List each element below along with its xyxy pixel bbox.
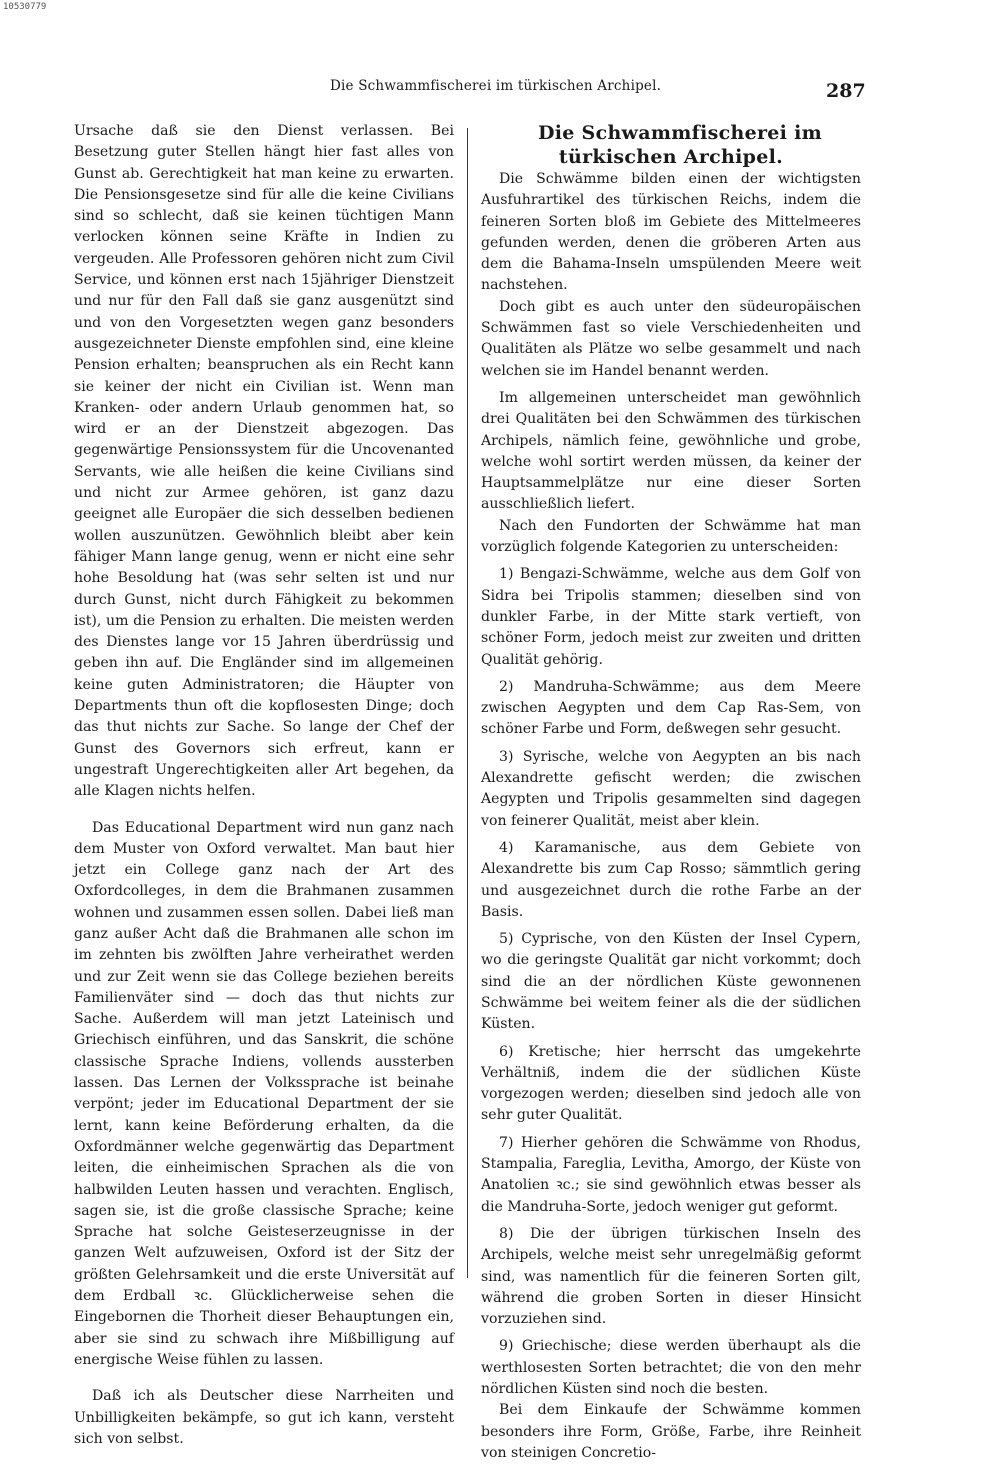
list-item: 5) Cyprische, von den Küsten der Insel Cypern, wo die geringste Qualität gar nicht vorkommt; doch sind die an der nördlichen Küste gewonnenen Schwämme bei weitem feiner als die der südlichen Küsten.: [481, 931, 861, 1033]
paragraph: Nach den Fundorten der Schwämme hat man vorzüglich folgende Kategorien zu unterscheiden:: [481, 517, 861, 556]
scan-id-label: 10530779: [3, 2, 47, 12]
paragraph: Im allgemeinen unterscheidet man gewöhnlich drei Qualitäten bei den Schwämmen des türkischen Archipels, nämlich feine, gewöhnliche und grobe, welche wohl sortirt werden müssen, da keiner der Hauptsammelplätze nur eine dieser Sorten ausschließlich liefert.: [481, 389, 861, 513]
list-item: 4) Karamanische, aus dem Gebiete von Alexandrette bis zum Cap Rosso; sämmtlich gering und ausgezeichnet durch die rothe Farbe an der Basis.: [481, 839, 861, 920]
left-column: [74, 121, 454, 1450]
right-column: [481, 121, 861, 1464]
paragraph: Ursache daß sie den Dienst verlassen. Bei Besetzung guter Stellen hängt hier fast alles von Gunst ab. Gerechtigkeit hat man keine zu erwarten. Die Pensionsgesetze sind für alle die keine Civilians sind so schlecht, daß sie keinen tüchtigen Mann verlocken können seine Kräfte in Indien zu vergeuden. Alle Professoren gehören nicht zum Civil Service, und können erst nach 15jähriger Dienstzeit und nur für den Fall daß sie ganz ausgenützt sind und von den Vorgesetzten wegen ganz besonders ausgezeichneter Dienste empfohlen sind, eine kleine Pension erhalten; beanspruchen als ein Recht kann sie keiner der nicht ein Civilian ist. Wenn man Kranken- oder andern Urlaub genommen hat, so wird er an der Dienstzeit abgezogen. Das gegenwärtige Pensionssystem für die Uncovenanted Servants, wie alle heißen die keine Civilians sind und nicht zur Armee gehören, ist ganz dazu geeignet alle Europäer die sich desselben bedienen wollen auszunützen. Gewöhnlich bleibt aber kein fähiger Mann lange genug, wenn er nicht eine sehr hohe Besoldung hat (was sehr selten ist und nur durch Gunst, nicht durch Fähigkeit zu bekommen ist), um die Pension zu erhalten. Die meisten werden des Dienstes lange vor 15 Jahren überdrüssig und geben ihn auf. Die Engländer sind im allgemeinen keine guten Administratoren; die Häupter von Departments thun oft die kopflosesten Dinge; doch das thut nichts zur Sache. So lange der Chef der Gunst des Governors sich erfreut, kann er ungestraft Ungerechtigkeiten aller Art begehen, da alle Klagen nichts helfen.: [74, 123, 454, 800]
list-item: 9) Griechische; diese werden überhaupt als die werthlosesten Sorten betrachtet; die von den mehr nördlichen Küsten sind noch die besten.: [481, 1338, 861, 1398]
list-item: 7) Hierher gehören die Schwämme von Rhodus, Stampalia, Fareglia, Levitha, Amorgo, der Küste von Anatolien ꝛc.; sie sind gewöhnlich etwas besser als die Mandruha-Sorte, jedoch weniger gut geformt.: [481, 1134, 861, 1215]
article-title: Die Schwammfischerei im türkischen Archipel.: [537, 122, 823, 168]
paragraph: Doch gibt es auch unter den südeuropäischen Schwämmen fast so viele Verschiedenheiten und Qualitäten als Plätze wo selbe gesammelt und nach welchen sie im Handel benannt werden.: [481, 298, 861, 379]
list-item: 8) Die der übrigen türkischen Inseln des Archipels, welche meist sehr unregelmäßig geformt sind, was namentlich für die feineren Sorten gilt, während die groben Sorten in dieser Hinsicht vorzuziehen sind.: [481, 1225, 861, 1328]
column-divider: [467, 128, 468, 1278]
running-head: Die Schwammfischerei im türkischen Archipel.: [330, 78, 662, 94]
list-item: 2) Mandruha-Schwämme; aus dem Meere zwischen Aegypten und dem Cap Ras-Sem, von schöner Farbe und Form, deßwegen sehr gesucht.: [481, 678, 861, 738]
paragraph: Die Schwämme bilden einen der wichtigsten Ausfuhrartikel des türkischen Reichs, indem die feineren Sorten bloß im Gebiete des Mittelmeeres gefunden werden, denen die gröberen Arten aus dem die Bahama-Inseln umspülenden Meere weit nachstehen.: [481, 171, 861, 294]
paragraph: Bei dem Einkaufe der Schwämme kommen besonders ihre Form, Größe, Farbe, ihre Reinheit von steinigen Concretio-: [481, 1402, 861, 1461]
list-item: 6) Kretische; hier herrscht das umgekehrte Verhältniß, indem die der südlichen Küste vorgezogen werden; dieselben sind jedoch alle von sehr guter Qualität.: [481, 1043, 861, 1124]
page-number: 287: [826, 80, 866, 102]
list-item: 1) Bengazi-Schwämme, welche aus dem Golf von Sidra bei Tripolis stammen; dieselben sind von dunkler Farbe, in der Mitte stark vertieft, von schöner Form, jedoch meist zur zweiten und dritten Qualität gehörig.: [481, 566, 861, 668]
paragraph: Das Educational Department wird nun ganz nach dem Muster von Oxford verwaltet. Man baut hier jetzt ein College ganz nach der Art des Oxfordcolleges, in dem die Brahmanen zusammen wohnen und zusammen essen sollen. Dabei ließ man ganz außer Acht daß die Brahmanen alle schon im im zehnten bis zwölften Jahre verheirathet werden und zur Zeit wenn sie das College beziehen bereits Familienväter sind — doch das thut nichts zur Sache. Außerdem will man jetzt Lateinisch und Griechisch einführen, und das Sanskrit, die schöne classische Sprache Indiens, vollends aussterben lassen. Das Lernen der Volkssprache ist beinahe verpönt; jeder im Educational Department der sie lernt, kann keine Beförderung erhalten, da die Oxfordmänner welche gegenwärtig das Department leiten, die einheimischen Sprachen als die von halbwilden Leuten hassen und verachten. Englisch, sagen sie, ist die große classische Sprache; keine Sprache hat solche Geisteserzeugnisse in der ganzen Welt aufzuweisen, Oxford ist der Sitz der größten Gelehrsamkeit und die erste Universität auf dem Erdball ꝛc. Glücklicherweise sehen die Eingebornen die Thorheit dieser Behauptungen ein, aber sie sind zu schwach ihre Mißbilligung auf energische Weise fühlen zu lassen.: [74, 819, 454, 1368]
paragraph: Daß ich als Deutscher diese Narrheiten und Unbilligkeiten bekämpfe, so gut ich kann, versteht sich von selbst.: [74, 1388, 454, 1447]
list-item: 3) Syrische, welche von Aegypten an bis nach Alexandrette gefischt werden; die zwischen Aegypten und Tripolis gesammelten sind dagegen von feinerer Qualität, meist aber klein.: [481, 748, 861, 829]
